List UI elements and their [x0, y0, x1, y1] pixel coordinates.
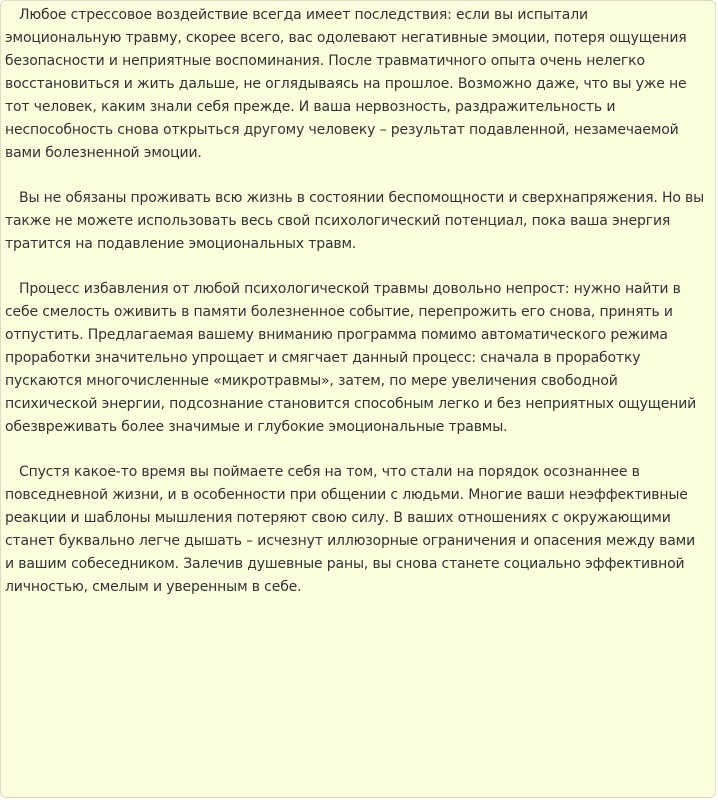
paragraph-2: Вы не обязаны проживать всю жизнь в состоянии беспомощности и сверхнапряжения. Но вы также не можете использовать весь свой психологический потенциал, пока ваша энергия тратится на подавление эмоциональных травм. — [5, 190, 705, 252]
paragraph-4: Спустя какое-то время вы поймаете себя на том, что стали на порядок осознаннее в повседневной жизни, и в особенности при общении с людьми. Многие ваши неэффективные реакции и шаблоны мышления потеряют свою силу. В ваших отношениях с окружающими станет буквально легче дышать – исчезнут иллюзорные ограничения и опасения между вами и вашим собеседником. Залечив душевные раны, вы снова станете социально эффективной личностью, смелым и уверенным в себе. — [5, 464, 696, 595]
paragraph-3: Процесс избавления от любой психологической травмы довольно непрост: нужно найти в себе смелость оживить в памяти болезненное событие, перепрожить его снова, принять и отпустить. Предлагаемая вашему вниманию программа помимо автоматического режима проработки значительно упрощает и смягчает данный процесс: сначала в проработку пускаются многочисленные «микротравмы», затем, по мере увеличения свободной психической энергии, подсознание становится способным легко и без неприятных ощущений обезвреживать более значимые и глубокие эмоциональные травмы. — [5, 281, 697, 435]
paragraph-1: Любое стрессовое воздействие всегда имеет последствия: если вы испытали эмоциональную травму, скорее всего, вас одолевают негативные эмоции, потеря ощущения безопасности и неприятные воспоминания. После травматичного опыта очень нелегко восстановиться и жить дальше, не оглядываясь на прошлое. Возможно даже, что вы уже не тот человек, каким знали себя прежде. И ваша нервозность, раздражительность и неспособность снова открыться другому человеку – результат подавленной, незамечаемой вами болезненной эмоции. — [5, 7, 687, 161]
